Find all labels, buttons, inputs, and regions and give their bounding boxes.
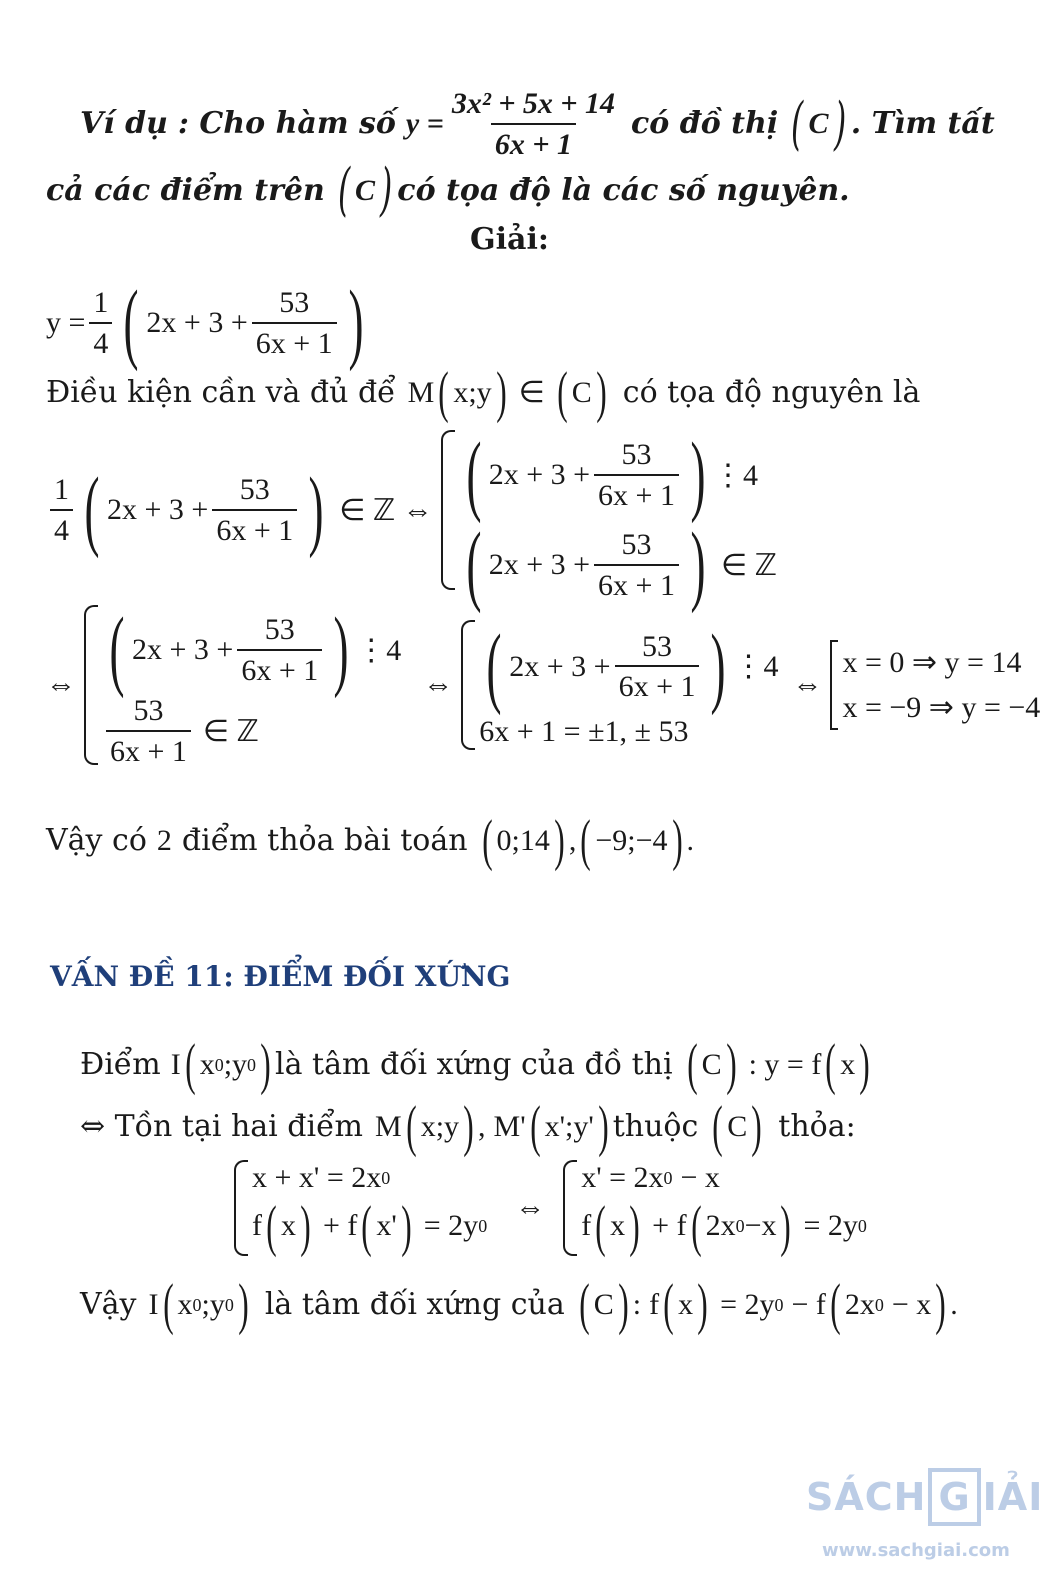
step1-equation: y = $\frac{1}{4}$ ( 2x + 3 + $\frac{53}{6x + 1}$ ) xyxy=(46,273,364,372)
example-after: có đồ thị xyxy=(631,106,779,141)
solution-2: x = −9 ⇒ y = −4 xyxy=(842,691,1041,724)
sym-line-3: Vậy I ( x 0 ;y 0 ) là tâm đối xứng của ( C ) : f ( x ) = 2y 0 − f ( 2x 0 − x ) . xyxy=(80,1273,958,1336)
conclusion-line: Vậy có 2 điểm thỏa bài toán ( 0;14 ) , ( −9;−4 ) . xyxy=(46,809,695,872)
step1-lhs: y = xyxy=(46,306,86,339)
step1-fraction: $\frac{53}{6x + 1}$ xyxy=(252,287,337,359)
step3-equation: ⇔ ( 2x + 3 + $\frac{53}{6x + 1}$ ) ⋮4 $\frac{53}{6x + 1}$ ∈ ℤ ⇔ ( 2x + 3 + $\frac{53}{6x + 1}$ ) ⋮4 6x + 1 = ±1, ± 53 ⇔ x = 0 ⇒ y = 14 x = −9 ⇒ y = −4 xyxy=(46,600,1041,768)
step1-quarter: $\frac{1}{4}$ xyxy=(89,287,112,359)
step2-in-z: ∈ ℤ ⇔ xyxy=(339,493,433,527)
sym-system-1: x + x' = 2x 0 f ( x ) + f ( x' ) = 2y 0 xyxy=(234,1160,487,1256)
brand-url: www.sachgiai.com xyxy=(822,1540,1010,1561)
brand-logo-box: G xyxy=(928,1468,980,1526)
step1-inner: 2x + 3 + xyxy=(146,306,248,339)
step2-system xyxy=(441,425,777,614)
condition-text-start: Điều kiện cần và đủ để xyxy=(46,374,396,410)
example-curve: C xyxy=(808,107,829,140)
step3-system-1: ( 2x + 3 + $\frac{53}{6x + 1}$ ) ⋮4 $\frac{53}{6x + 1}$ ∈ ℤ xyxy=(84,605,401,765)
example-line2-end: có tọa độ là các số nguyên. xyxy=(397,172,850,208)
example-line2-start: cả các điểm trên xyxy=(46,172,325,208)
sym-systems: x + x' = 2x 0 f ( x ) + f ( x' ) = 2y 0 ⇔ x' = 2x 0 − x f ( x ) + f ( 2x 0 −x ) = 2y 0 xyxy=(234,1160,867,1256)
example-end1: . Tìm tất xyxy=(850,106,995,141)
example-line-2: cả các điểm trên ( C ) có tọa độ là các số nguyên. xyxy=(46,157,850,223)
step3-line-b: 6x + 1 = ±1, ± 53 xyxy=(479,714,689,748)
section-heading: VẤN ĐỀ 11: ĐIỂM ĐỐI XỨNG xyxy=(50,960,511,993)
condition-text-end: có tọa độ nguyên là xyxy=(622,374,921,410)
sym-line-2: ⇔ Tồn tại hai điểm M ( x;y ) , M' ( x';y' ) thuộc ( C ) thỏa: xyxy=(80,1095,856,1158)
example-denominator: 6x + 1 xyxy=(491,123,576,161)
example-y-eq: y = xyxy=(405,107,444,140)
step3-solutions xyxy=(830,640,1040,730)
sym-line-1: Điểm I ( x 0 ;y 0 ) là tâm đối xứng của đồ thị ( C ) : y = f ( x ) xyxy=(80,1033,871,1096)
example-intro: : Cho hàm số xyxy=(177,106,396,141)
sym-system-2: x' = 2x 0 − x f ( x ) + f ( 2x 0 −x ) = 2y 0 xyxy=(563,1160,867,1256)
solution-title: Giải: xyxy=(470,222,549,257)
step2-row-2: ( 2x + 3 + $\frac{53}{6x + 1}$ ) ∈ ℤ xyxy=(466,515,777,614)
step2-equation: $\frac{1}{4}$ ( 2x + 3 + $\frac{53}{6x + 1}$ ) ∈ ℤ ⇔ ( 2x + 3 + $\frac{53}{6x + 1}$ ) ⋮4 ( 2x + 3 + $\frac{53}{6x + 1}$ ) ∈ ℤ xyxy=(46,430,777,590)
conclusion-count: 2 xyxy=(156,823,172,857)
example-numerator: 3x² + 5x + 14 xyxy=(451,87,616,120)
condition-math: M ( x;y ) ∈ ( C ) xyxy=(407,361,607,424)
condition-line xyxy=(46,361,921,424)
example-label: Ví dụ xyxy=(80,106,168,141)
step2-row-1: ( 2x + 3 + $\frac{53}{6x + 1}$ ) ⋮4 xyxy=(466,425,758,524)
conclusion-points: ( 0;14 ) , ( −9;−4 ) . xyxy=(481,809,695,872)
example-fraction xyxy=(448,88,619,160)
example-curve-2: C xyxy=(355,173,376,207)
step3-system-2: ( 2x + 3 + $\frac{53}{6x + 1}$ ) ⋮4 6x + 1 = ±1, ± 53 xyxy=(461,620,778,750)
solution-1: x = 0 ⇒ y = 14 xyxy=(842,646,1022,679)
brand-logo: SÁCH G IẢI xyxy=(806,1468,1043,1526)
example-line-1: Ví dụ : Cho hàm số y = $\frac{\text{3x² + 5x + 14}}{6x + 1}$ có đồ thị ( C ) . Tìm tất xyxy=(80,87,995,161)
